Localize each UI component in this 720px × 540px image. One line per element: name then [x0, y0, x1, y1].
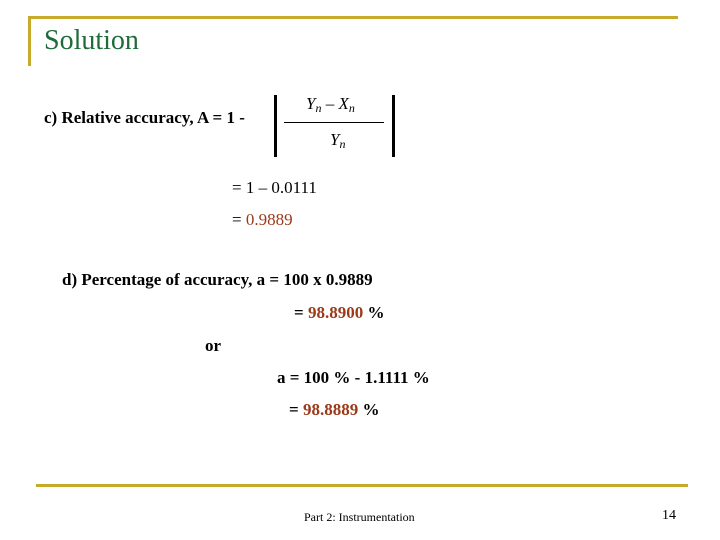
fraction-numerator — [306, 94, 355, 114]
sub-n: n — [315, 101, 322, 115]
minus-sign: – — [321, 94, 339, 113]
sub-n: n — [339, 137, 346, 151]
footer-text: Part 2: Instrumentation — [304, 510, 415, 524]
title-frame-left — [28, 16, 31, 66]
page-number: 14 — [662, 508, 676, 523]
fraction-denominator — [330, 130, 345, 150]
equals-prefix: = — [289, 400, 303, 419]
part-c-step2 — [232, 210, 293, 230]
abs-bar-left — [274, 95, 277, 157]
equals-prefix: = — [294, 303, 308, 322]
part-c-label: c) Relative accuracy, A = 1 - — [44, 108, 245, 127]
equals-prefix: = — [232, 210, 246, 229]
var-y: Y — [306, 94, 316, 113]
percent-unit: % — [358, 400, 380, 419]
part-d-result2 — [289, 400, 379, 420]
fraction-bar — [284, 122, 384, 123]
sub-n: n — [348, 101, 355, 115]
title-frame-top — [28, 16, 678, 19]
part-c-step1: = 1 – 0.0111 — [232, 178, 317, 197]
var-x: X — [338, 94, 349, 113]
abs-bar-right — [392, 95, 395, 157]
part-d-label: d) Percentage of accuracy, a = 100 x 0.9889 — [62, 270, 373, 289]
relative-accuracy-value: 0.9889 — [245, 210, 293, 229]
footer-line — [36, 484, 688, 487]
or-label: or — [205, 336, 222, 355]
slide-title: Solution — [44, 25, 139, 56]
percentage-accuracy-alt-value: 98.8889 — [302, 400, 359, 419]
percent-unit: % — [363, 303, 385, 322]
part-d-alt-expression: a = 100 % - 1.1111 % — [277, 368, 430, 387]
percentage-accuracy-value: 98.8900 — [307, 303, 364, 322]
part-d-result1 — [294, 303, 384, 323]
var-y: Y — [330, 130, 340, 149]
